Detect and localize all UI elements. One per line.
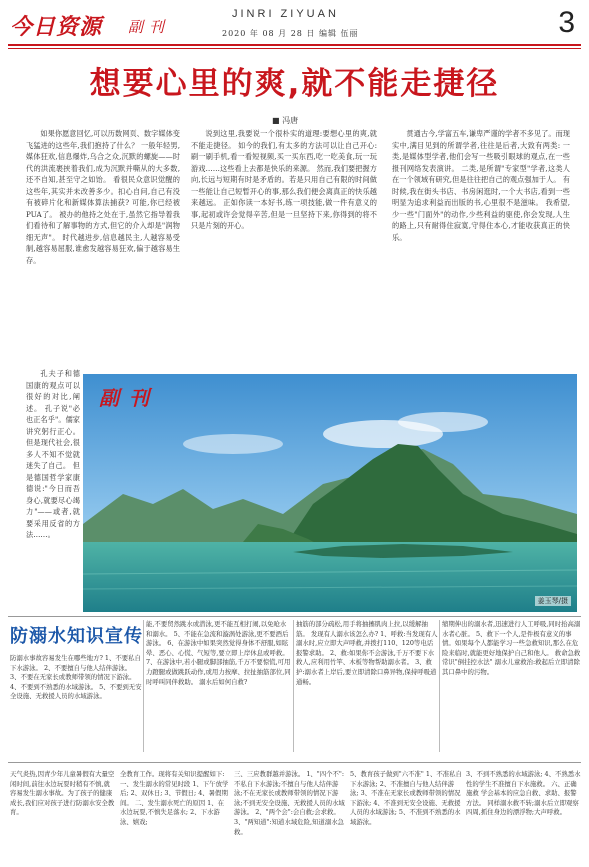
section-divider-lower <box>8 762 581 763</box>
issue-date: 2020 年 08 月 28 日 编辑 伍丽 <box>222 29 359 38</box>
page-number: 3 <box>558 6 575 39</box>
drowning-box-1: 防溺水事故容易发生在哪些地方? 1、不要私自下水游泳。 2、不要擅自与他人结伴游泳。 3、不要在无家长或教师带领的情况下游泳。 4、不要到不熟悉的水域游泳。 5、不要到无安全设施、无救援人员的水域游泳。 <box>10 654 142 701</box>
drowning-box-7: 三、三应教群越并游泳。 1、"四个不":不私自下水游泳;不擅自与他人结伴游泳;不在无家长或教师带领的情况下游泳;不到无安全设施、无救援人员的水域游泳。 2、"两个会":会自救;会求救。 3、"两知道":知道水域危险,知道溺水急救。 <box>234 770 345 836</box>
masthead-rule <box>8 44 581 46</box>
newspaper-logo: 今日资源 <box>10 14 103 40</box>
drowning-box-8: 5、教育孩子做到"六不准" 1、不准私自下水游泳; 2、不准擅自与他人结伴游泳; 3、不准在无家长或教师带领的情况下游泳; 4、不准到无安全设施、无救援人员的水域游泳; 5、不准到不熟悉的水域游泳。 <box>350 770 462 826</box>
photo-caption-title: 副刊 <box>99 386 159 410</box>
drowning-box-2: 能,不要贸然跳水或潜泳,更不能互相打闹,以免呛水和溺水。 5、不能在急流和漩涡处游泳,更不要酒后游泳。 6、在游泳中如果突然觉得身体不舒服,如眩晕、恶心、心慌、气短等,要立即上岸休息或呼救。 7、在游泳中,若小腿或脚部抽筋,千万不要惊慌,可用力蹬腿或做跳跃动作,或用力按摩、拉扯抽筋部位,同时呼叫同伴救助。 溺水后如何自救? <box>146 620 291 686</box>
article-column-1: 如果你愿意回忆,可以历数网页、数字媒体变飞猛进的这些年,我们抱持了什么？ 一般年轻男,媒体狂欢,信息爆炸,乌合之众,沉默的螺旋——时代的洪流裹挟着我们,成为沉默并嘶从的大多数,还不自知,甚至守之如饴。 看很民众意识觉醒的这些年,其实并未改善多少。扣心自问,自己有没有被碎片化和新媒体算法捕获? 可能,你已经被PUA了。 被办的他持之处在于,虽然它指导着我们看待和了解事物的方式,但它的介入却是"润物细无声"。 时代越进步,信息越民主,人越容易受制,越容易屈服,谁愈发越容易狂欢,偏于越容易生存。 <box>26 129 180 265</box>
photo-credit: 姜玉琴/摄 <box>535 596 571 606</box>
masthead-rule-thin <box>8 48 581 49</box>
article-column-1-lower: 孔夫子和德国康的观点可以很好的对比,阐述。 孔子说"必也正名乎"。儒家讲究躬行正心。但是现代社会,很多人不知不觉就迷失了自己。 但是德国哲学家康德说:"今日而吾身心,就要尽心竭力"——或者,就要采用反省的方法……。 <box>26 369 80 539</box>
article-byline: ■ 冯唐 <box>272 116 299 125</box>
article-column-3: 贯通古今,学富五车,谦卑严谨的学者不多见了。而现实中,满目见到的所谓学者,往往是后者,大致有两类: 一类,是媒体型学者,他们会写一些吸引眼球的观点,在一些报刊网络发表演讲。 二类,是所谓"专家型"学者,这类人在一个领域有研究,但是往往把自己的观点强加于人。 有时候,我在街头书店、书房闲逛时,一个大书店,看到一些明显为追求利益而出版的书,心里很不是滋味。 我希望,少一些"门面外"的动作,少些利益的驱使,你会发现,人生的路上,只有耐得住寂寞,守得住本心,才能收获真正的快乐。 <box>392 129 570 242</box>
column-divider <box>143 620 144 752</box>
column-divider <box>439 620 440 752</box>
section-divider <box>8 616 581 617</box>
drowning-box-6: 全教育工作。现将有关知识提醒如下: 一、发生溺水的常见时段 1、下午放学后; 2、双休日; 3、节假日; 4、暑假期间。 二、发生溺水死亡的原因 1、在水边玩耍,不慎失足落水; 2、下水游泳、嬉戏; <box>120 770 229 826</box>
column-divider <box>293 620 294 752</box>
article-headline: 想要心里的爽,就不能走捷径 <box>89 66 500 102</box>
section-name: 副刊 <box>128 18 171 36</box>
landscape-photo <box>83 374 577 612</box>
drowning-box-9: 3、不到不熟悉的水域游泳; 4、不熟悉水性的学生不准擅自下水施救。 六、正确施救 学会基本的应急自救、求助、报警方法。 同样溺水救不转;溺水后立即观察四周,抓住身边的漂浮物;大声呼救。 <box>466 770 581 817</box>
masthead <box>0 0 589 48</box>
drowning-box-5: 天气炎热,因青少年儿童暑假有大量空闲时间,前往水边玩耍时稍有不慎,就容易发生溺水事故。为了孩子的健康成长,我们应对孩子进行防溺水安全教育。 <box>10 770 115 817</box>
article-column-2: 说到这里,我要说一个很朴实的道理:要想心里的爽,就不能走捷径。 如今的我们,有太多的方法可以让自己开心:刷一刷手机,看一看短视频,买一买东西,吃一吃美食,玩一玩游戏……这些看上去都是快乐的来源。 然而,我们要把握方向,长远与短期有时是矛盾的。若是只用自己有限的时间做一些能让自己短暂开心的事,那么我们便会离真正的快乐越来越远。 正如你读一本好书,练一项技能,做一件有意义的事,起初或许会觉得辛苦,但是一旦坚持下来,你得到的将不只是片刻的开心。 <box>191 129 377 230</box>
masthead-pinyin: JINRI ZIYUAN <box>232 8 339 20</box>
section-title: 防溺水知识宣传 <box>10 626 143 647</box>
drowning-box-4: 缩期伸出的溺水者,迅速进行人工呼吸,同时抬高溺水者心脏。 5、救下一个人,是件极有意义的事情。如果每个人都能学习一些急救知识,那么在危险来临时,就能更好地保护自己和他人。 救命急救常识"倒挂控水法" 溺水儿童救治:救起后立即清除其口鼻中的污物。 <box>442 620 581 676</box>
drowning-box-3: 抽筋的部分疏松,用手将抽搐肌肉上拉,以缓解抽筋。 发现有人溺水该怎么办? 1、呼救:当发现有人溺水时,应立即大声呼救,并拨打110、120等电话报警求助。 2、救:如果你不会游泳,千万不要下水救人,应利用竹竿、木板等物帮助溺水者。 3、救护:溺水者上岸后,要立即清除口鼻异物,保持呼吸道通畅。 <box>296 620 438 686</box>
